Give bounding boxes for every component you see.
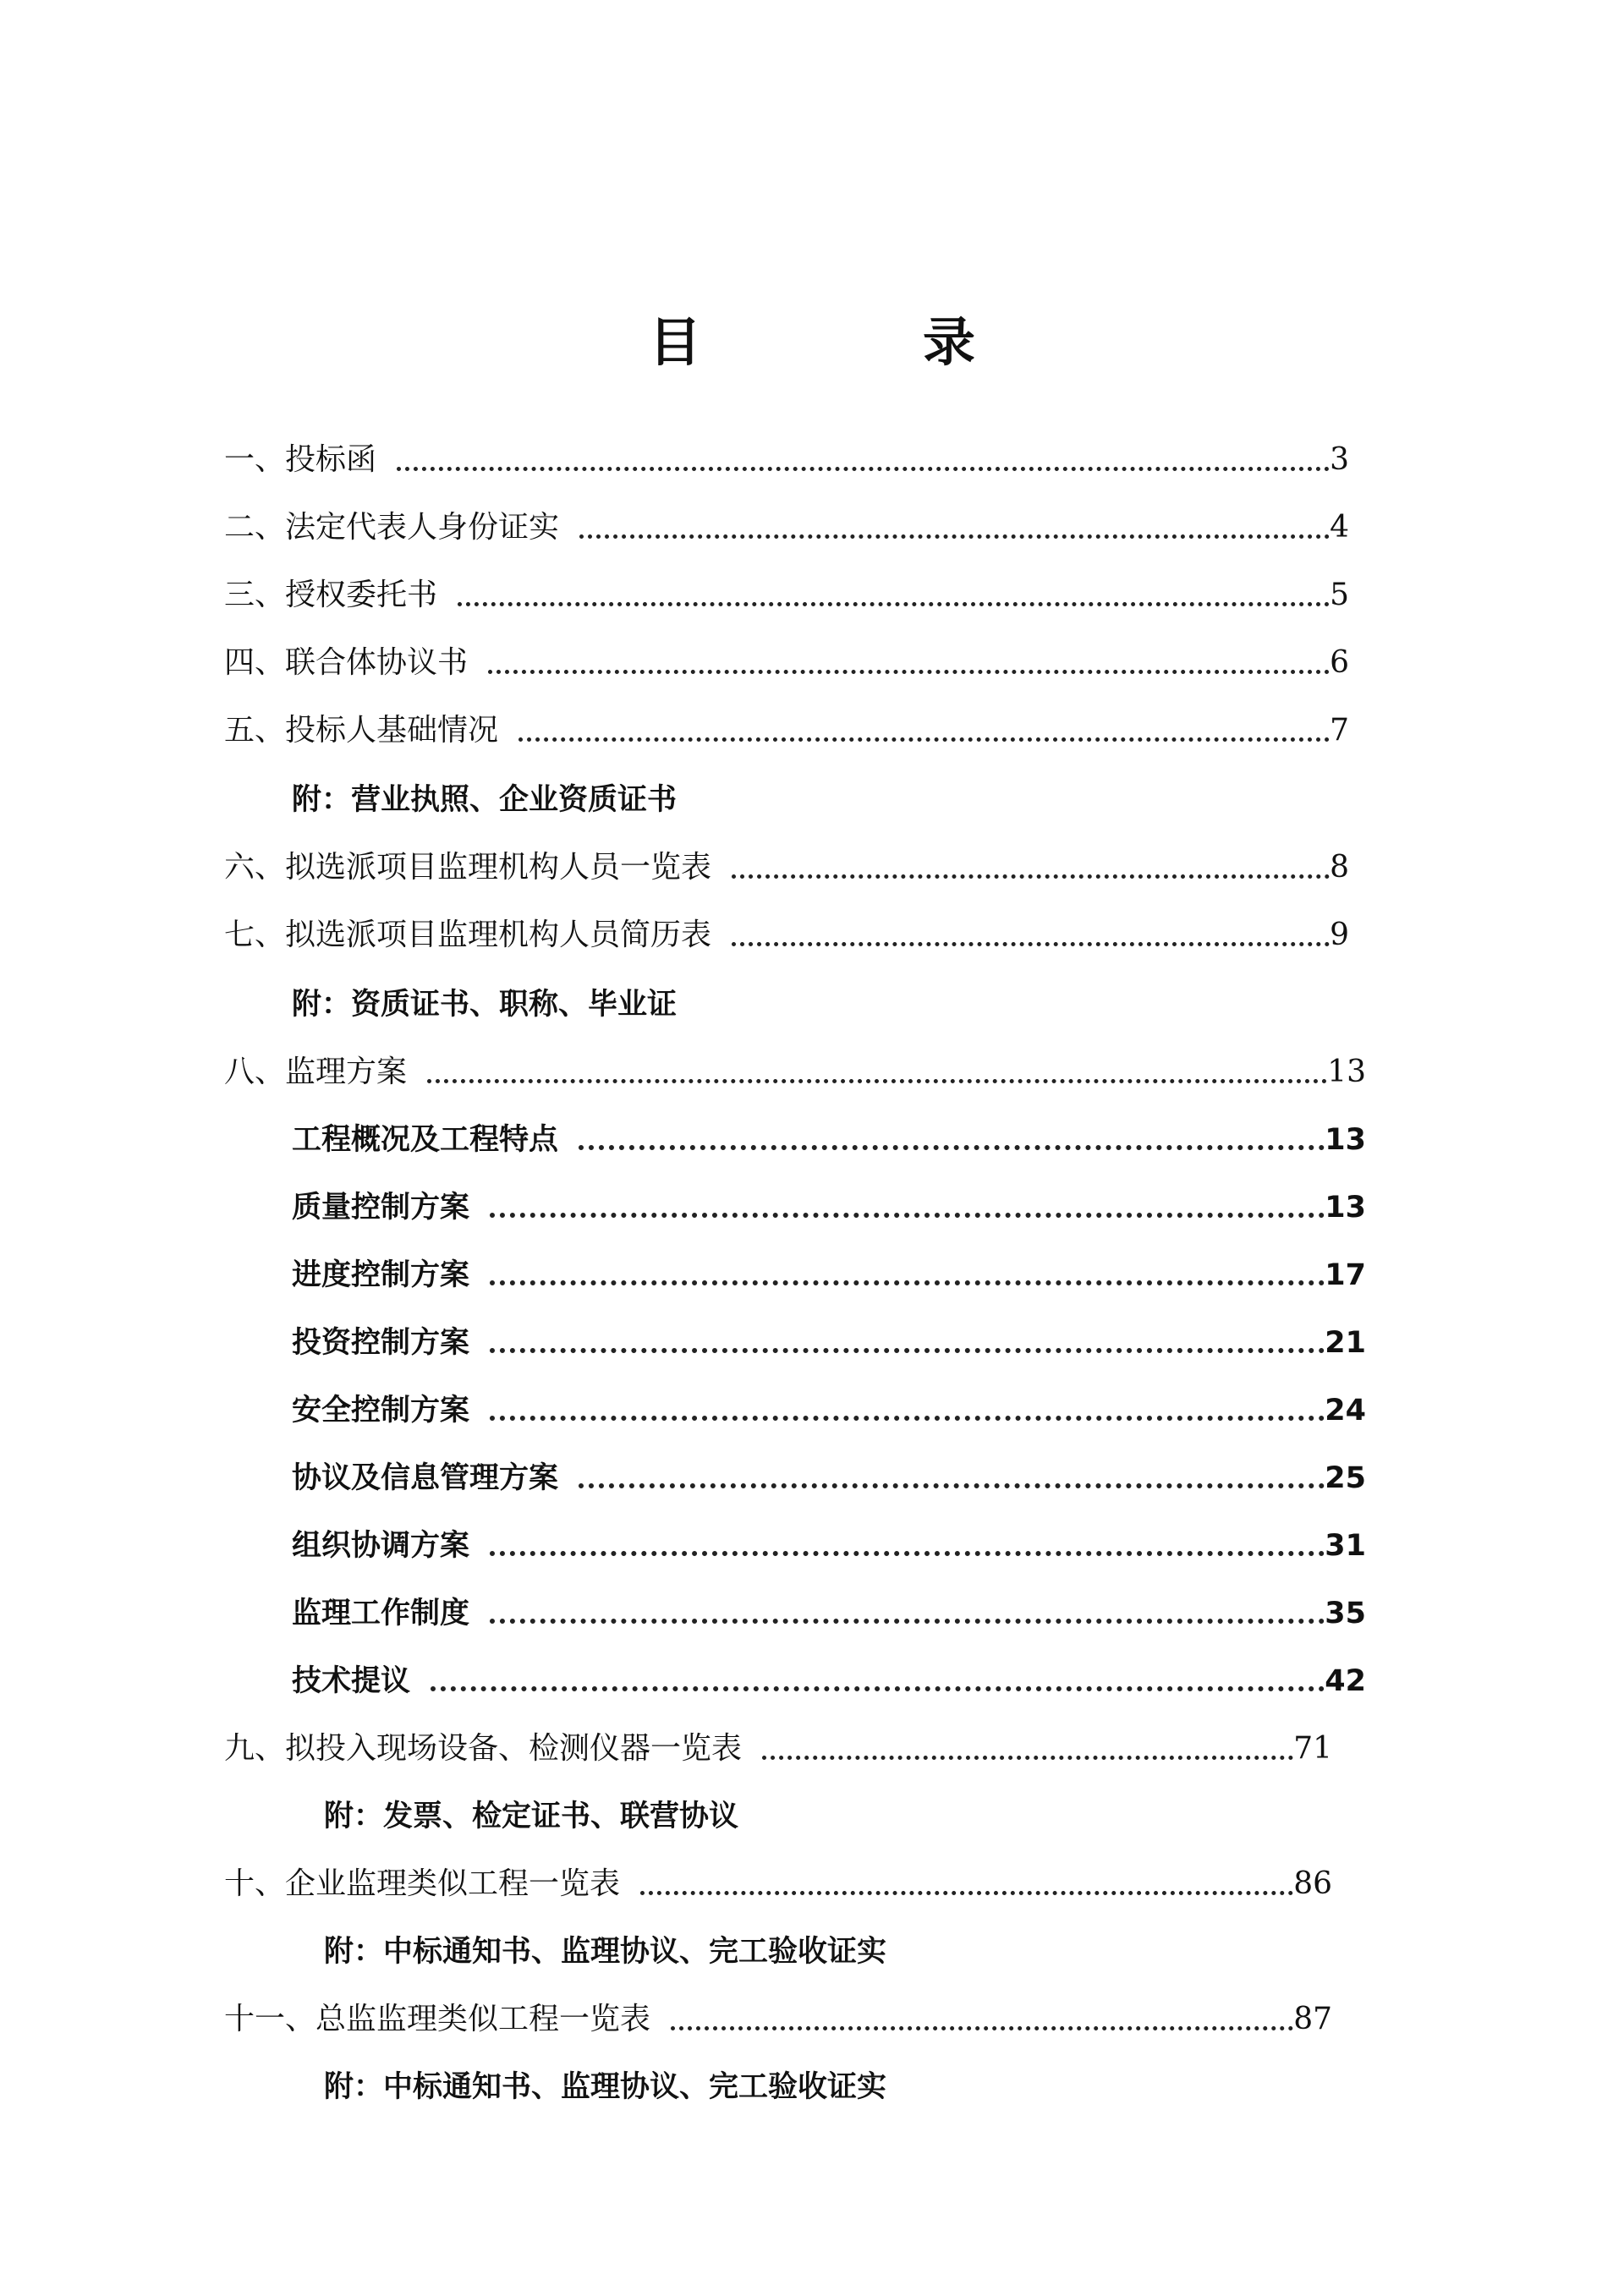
toc-entry — [224, 912, 1349, 959]
toc-entry-page: 31 — [1325, 1529, 1366, 1563]
dot-leader — [579, 1483, 1325, 1488]
dot-leader — [490, 1551, 1325, 1556]
dot-leader — [431, 1686, 1325, 1691]
dot-leader — [671, 2026, 1293, 2030]
toc-entry-page: 13 — [1325, 1123, 1366, 1157]
toc-entry — [224, 1860, 1332, 1908]
toc-subentry — [292, 1184, 1366, 1231]
toc-attachment-note — [324, 1793, 1254, 1840]
toc-subentry — [292, 1319, 1366, 1367]
toc-entry-page: 6 — [1330, 645, 1349, 680]
page-title: 目 录 — [648, 311, 1060, 373]
toc-entry-label: 安全控制方案 — [292, 1394, 470, 1427]
toc-entry — [224, 1996, 1332, 2043]
toc-subentry — [292, 1116, 1366, 1164]
dot-leader — [518, 737, 1330, 742]
toc-entry-page: 42 — [1325, 1664, 1366, 1698]
dot-leader — [488, 670, 1330, 674]
toc-entry — [224, 639, 1349, 687]
toc-entry-label: 六、拟选派项目监理机构人员一览表 — [224, 850, 712, 885]
toc-entry-label: 投资控制方案 — [292, 1326, 470, 1360]
toc-entry-page: 8 — [1330, 850, 1349, 885]
toc-entry — [224, 707, 1349, 754]
toc-entry — [224, 844, 1349, 891]
dot-leader — [427, 1079, 1327, 1083]
toc-entry-page: 13 — [1325, 1191, 1366, 1225]
toc-subentry — [292, 1455, 1366, 1502]
toc-entry — [224, 436, 1349, 484]
toc-entry-label: 附：中标通知书、监理协议、完工验收证实 — [324, 1935, 887, 1969]
toc-entry-label: 进度控制方案 — [292, 1258, 470, 1292]
toc-entry-label: 技术提议 — [292, 1664, 411, 1698]
toc-subentry — [292, 1252, 1366, 1299]
toc-entry-label: 附：营业执照、企业资质证书 — [292, 783, 678, 817]
toc-entry-page: 24 — [1325, 1394, 1366, 1427]
dot-leader — [490, 1348, 1325, 1353]
toc-entry-page: 13 — [1327, 1055, 1366, 1089]
toc-entry-page: 25 — [1325, 1461, 1366, 1495]
toc-entry-page: 21 — [1325, 1326, 1366, 1360]
toc-subentry — [292, 1590, 1366, 1637]
toc-subentry — [292, 1387, 1366, 1434]
dot-leader — [490, 1280, 1325, 1285]
dot-leader — [579, 1145, 1325, 1150]
dot-leader — [762, 1756, 1293, 1760]
toc-entry-label: 组织协调方案 — [292, 1529, 470, 1563]
toc-entry — [224, 1049, 1366, 1096]
toc-entry-label: 四、联合体协议书 — [224, 645, 469, 680]
toc-entry-label: 七、拟选派项目监理机构人员简历表 — [224, 918, 712, 952]
toc-entry-page: 7 — [1330, 713, 1349, 748]
dot-leader — [397, 467, 1330, 471]
toc-entry-page: 86 — [1293, 1866, 1332, 1901]
toc-entry-label: 十、企业监理类似工程一览表 — [224, 1866, 621, 1901]
toc-entry-label: 附：中标通知书、监理协议、完工验收证实 — [324, 2070, 887, 2104]
toc-entry-label: 九、拟投入现场设备、检测仪器一览表 — [224, 1731, 743, 1766]
toc-subentry — [292, 1522, 1366, 1570]
dot-leader — [458, 602, 1330, 606]
toc-entry-label: 附：发票、检定证书、联营协议 — [324, 1800, 739, 1833]
toc-entry-label: 五、投标人基础情况 — [224, 713, 499, 748]
dot-leader — [640, 1891, 1293, 1895]
dot-leader — [732, 942, 1330, 946]
toc-entry-page: 5 — [1330, 578, 1349, 612]
dot-leader — [490, 1619, 1325, 1624]
toc-entry-label: 十一、总监监理类似工程一览表 — [224, 2002, 651, 2036]
dot-leader — [732, 874, 1330, 879]
toc-entry-label: 三、授权委托书 — [224, 578, 438, 612]
toc-entry-page: 17 — [1325, 1258, 1366, 1292]
toc-entry-label: 附：资质证书、职称、毕业证 — [292, 988, 678, 1022]
dot-leader — [579, 534, 1330, 539]
toc-entry-label: 质量控制方案 — [292, 1191, 470, 1225]
toc-entry-label: 协议及信息管理方案 — [292, 1461, 559, 1495]
toc-entry-label: 八、监理方案 — [224, 1055, 408, 1089]
toc-entry-page: 9 — [1330, 918, 1349, 952]
toc-entry-page: 4 — [1330, 510, 1349, 545]
toc-entry-page: 3 — [1330, 442, 1349, 477]
toc-subentry — [292, 1658, 1366, 1705]
toc-entry-label: 监理工作制度 — [292, 1597, 470, 1630]
toc-entry-label: 二、法定代表人身份证实 — [224, 510, 560, 545]
dot-leader — [490, 1213, 1325, 1218]
toc-entry — [224, 1725, 1332, 1773]
dot-leader — [490, 1416, 1325, 1421]
toc-attachment-note — [292, 776, 1222, 824]
toc-attachment-note — [324, 1928, 1254, 1975]
toc-entry-label: 一、投标函 — [224, 442, 377, 477]
toc-entry — [224, 572, 1349, 619]
toc-attachment-note — [292, 981, 1222, 1028]
toc-entry-page: 35 — [1325, 1597, 1366, 1630]
toc-entry-label: 工程概况及工程特点 — [292, 1123, 559, 1157]
toc-entry — [224, 504, 1349, 551]
toc-entry-page: 87 — [1293, 2002, 1332, 2036]
toc-attachment-note — [324, 2063, 1254, 2111]
toc-entry-page: 71 — [1293, 1731, 1332, 1766]
